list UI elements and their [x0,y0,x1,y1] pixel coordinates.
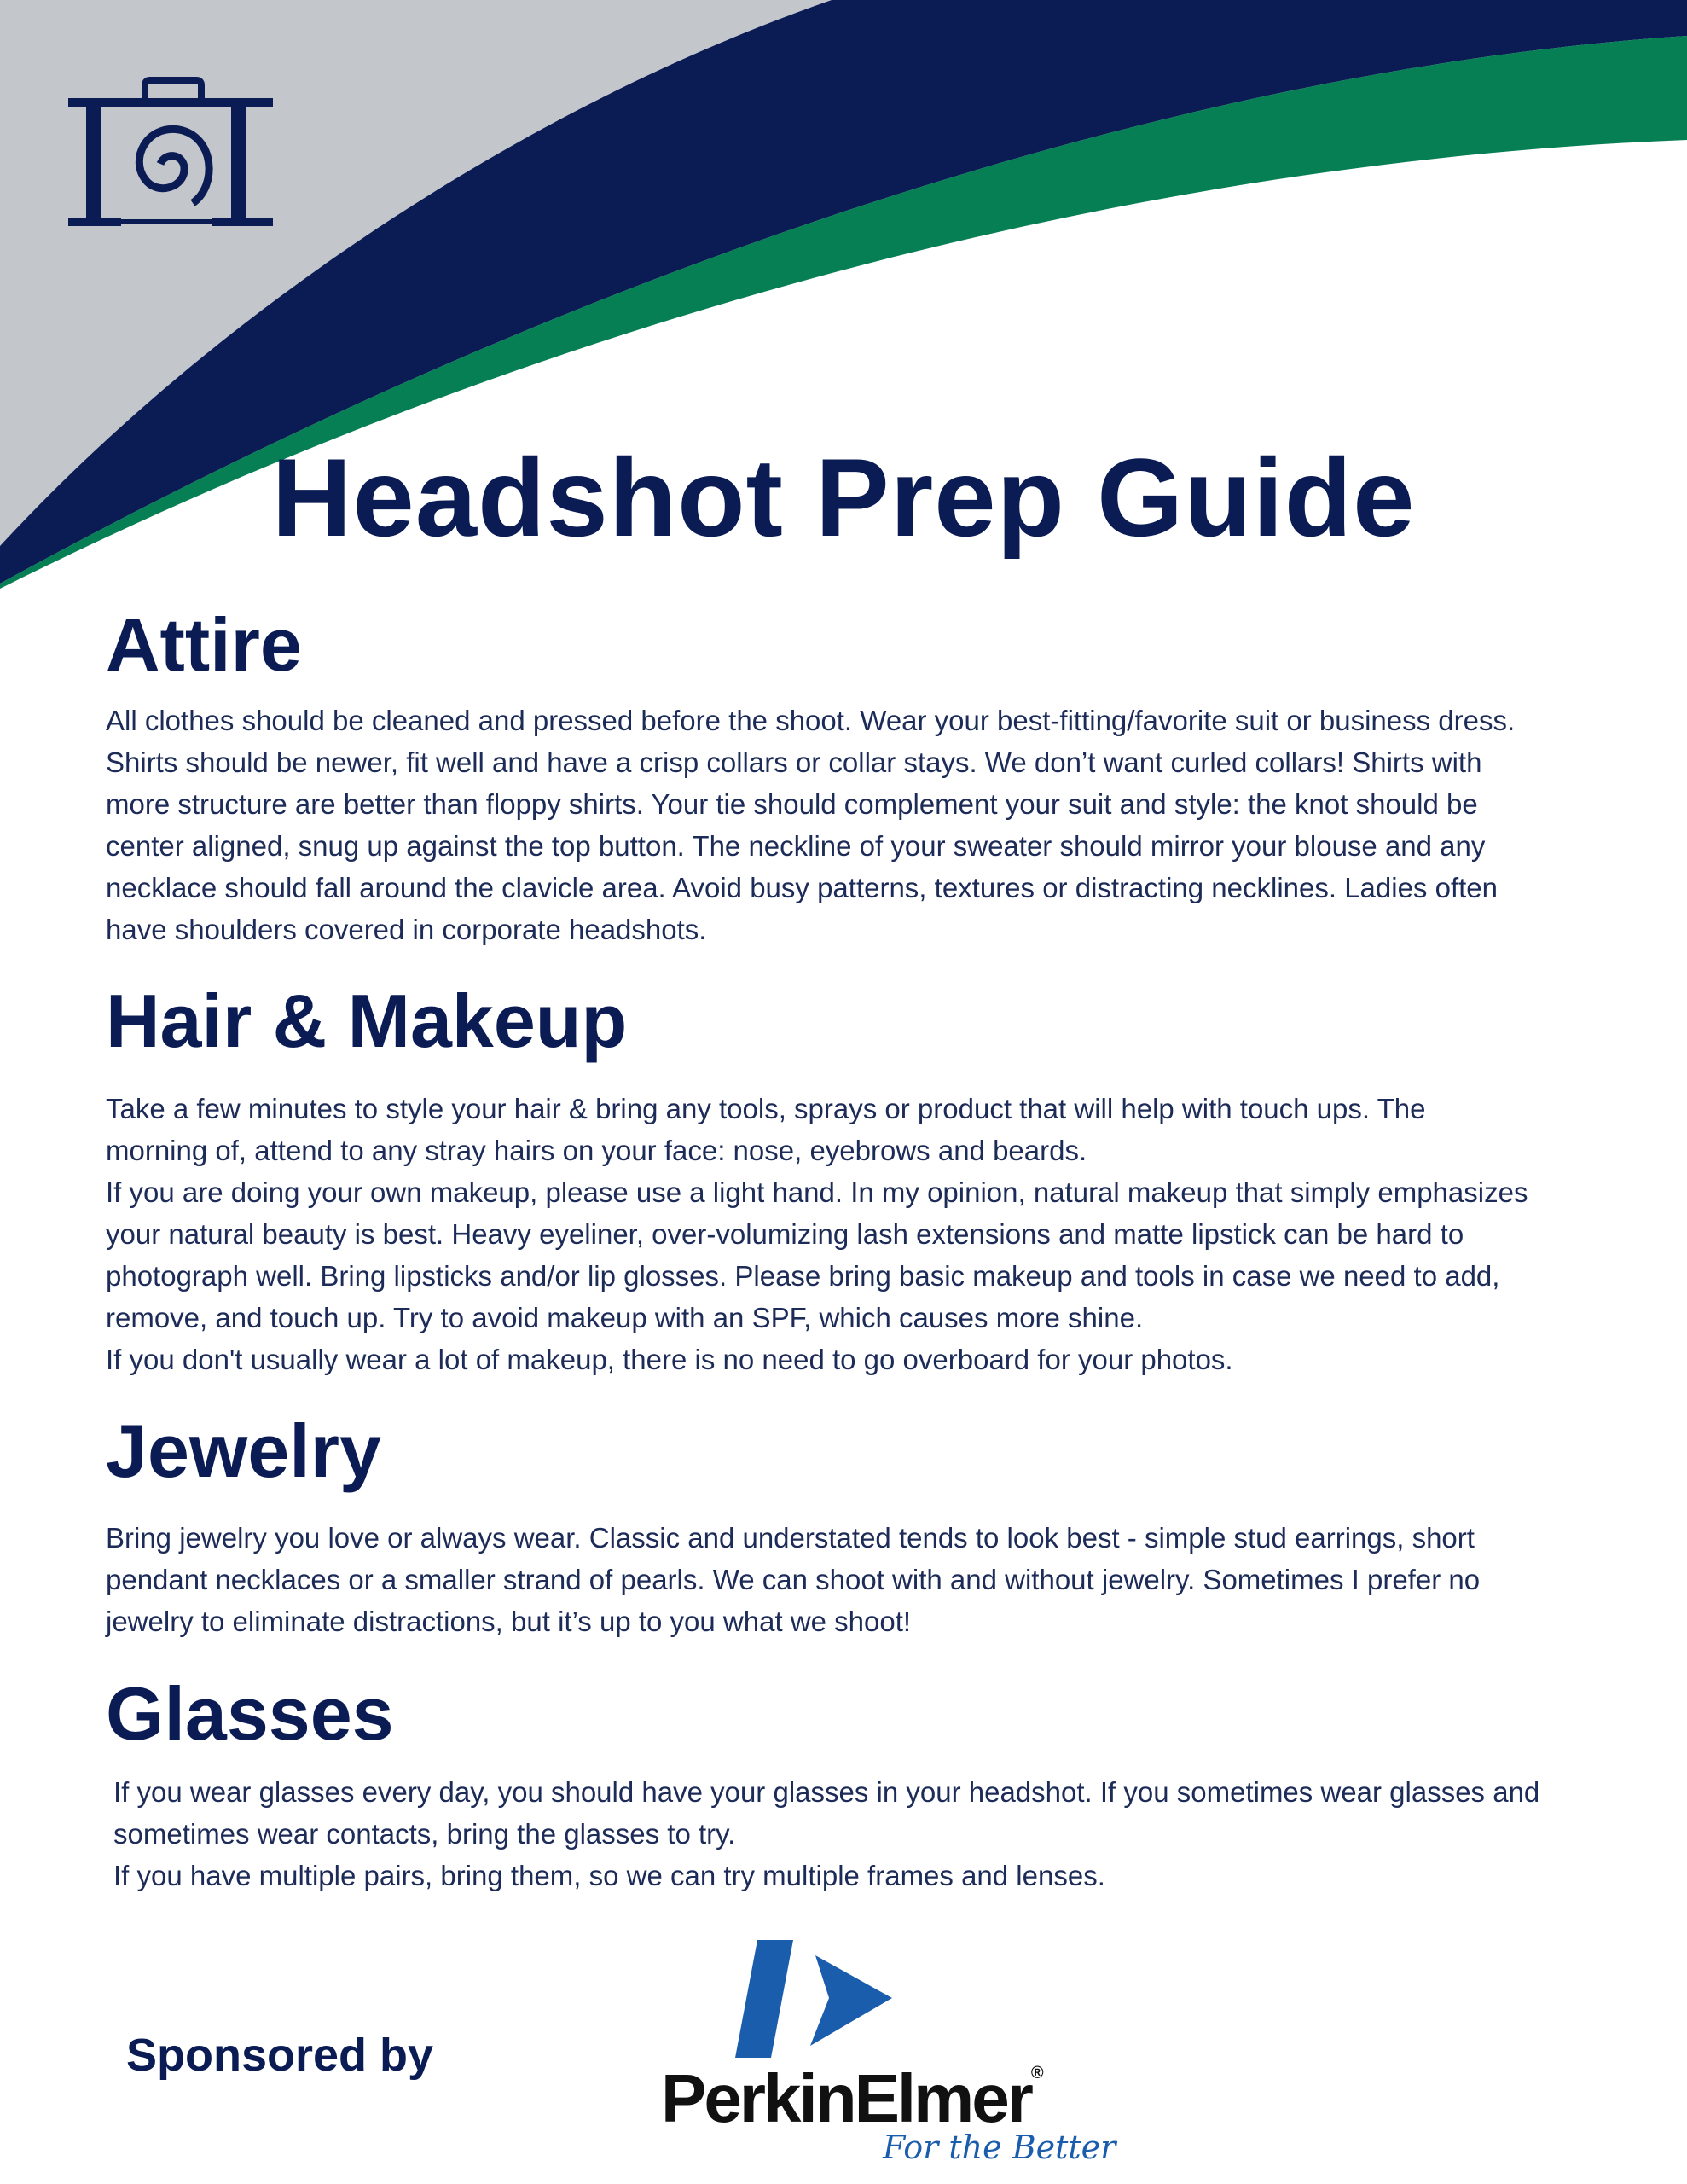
attire-line: necklace should fall around the clavicle area. Avoid busy patterns, textures or distracting necklines. Ladies often [106,872,1499,903]
hair-makeup-line: morning of, attend to any stray hairs on your face: nose, eyebrows and beards. [106,1135,1087,1166]
section-heading-jewelry: Jewelry [106,1409,381,1493]
hair-makeup-line: your natural beauty is best. Heavy eyeliner, over-volumizing lash extensions and matte lipstick can be hard to [106,1218,1464,1250]
registered-mark: ® [1030,2064,1044,2082]
glasses-line: sometimes wear contacts, bring the glasses to try. [113,1818,736,1850]
section-body-attire [106,700,1624,950]
jewelry-line: pendant necklaces or a smaller strand of pearls. We can shoot with and without jewelry. Sometimes I prefer no [106,1564,1481,1595]
hair-makeup-line: If you don't usually wear a lot of makeup, there is no need to go overboard for your photos. [106,1344,1233,1375]
page-title: Headshot Prep Guide [271,435,1416,560]
hair-makeup-line: If you are doing your own makeup, please use a light hand. In my opinion, natural makeup that simply emphasizes [106,1176,1528,1208]
section-body-hair-makeup [106,1088,1624,1380]
jewelry-line: jewelry to eliminate distractions, but it’s up to you what we shoot! [106,1606,912,1637]
hair-makeup-line: photograph well. Bring lipsticks and/or lip glosses. Please bring basic makeup and tools in case we need to add, [106,1260,1500,1292]
section-heading-attire: Attire [106,602,302,687]
section-body-glasses [113,1771,1632,1896]
hair-makeup-line: remove, and touch up. Try to avoid makeup with an SPF, which causes more shine. [106,1302,1144,1333]
sponsor-tagline: For the Better [883,2129,1116,2166]
sponsor-brand [661,2060,1044,2136]
sponsor-brand-name: PerkinElmer [661,2060,1031,2136]
glasses-line: If you wear glasses every day, you should have your glasses in your headshot. If you sometimes wear glasses and [113,1776,1540,1808]
perkinelmer-p-logo [732,1937,902,2065]
sponsored-by-label: Sponsored by [126,2030,434,2081]
camera-monogram-logo [60,75,281,237]
section-heading-hair-makeup: Hair & Makeup [106,979,628,1063]
attire-line: more structure are better than floppy shirts. Your tie should complement your suit and style: the knot should be [106,788,1478,820]
hair-makeup-line: Take a few minutes to style your hair & bring any tools, sprays or product that will help with touch ups. The [106,1093,1426,1124]
attire-line: have shoulders covered in corporate headshots. [106,914,707,945]
attire-line: Shirts should be newer, fit well and have a crisp collars or collar stays. We don’t want curled collars! Shirts with [106,746,1482,778]
section-body-jewelry [106,1517,1624,1642]
glasses-line: If you have multiple pairs, bring them, so we can try multiple frames and lenses. [113,1860,1105,1891]
attire-line: center aligned, snug up against the top button. The neckline of your sweater should mirror your blouse and any [106,830,1486,862]
attire-line: All clothes should be cleaned and pressed before the shoot. Wear your best-fitting/favorite suit or business dress. [106,705,1516,736]
jewelry-line: Bring jewelry you love or always wear. Classic and understated tends to look best - simple stud earrings, short [106,1522,1475,1554]
section-heading-glasses: Glasses [106,1671,394,1756]
